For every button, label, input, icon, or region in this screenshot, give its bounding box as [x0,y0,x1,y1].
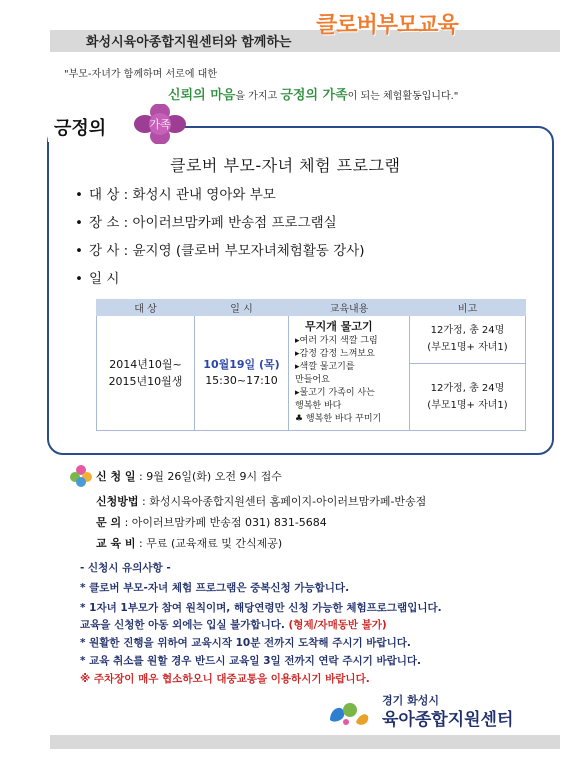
apply-label: 문 의 [96,516,122,529]
note-entry-text: 교육을 신청한 아동 외에는 입실 불가합니다. [80,619,289,631]
note-arrival: * 원활한 진행을 위하여 교육시작 10분 전까지 도착해 주시기 바랍니다. [80,637,411,649]
apply-value: : 9월 26일(화) 오전 9시 접수 [139,470,282,483]
note-parking: ※ 주차장이 매우 협소하오니 대중교통을 이용하시기 바랍니다. [80,673,370,685]
time-line: 15:30~17:10 [205,374,278,387]
edu-item: ▸여러 가지 색깔 그림 [295,336,378,346]
quote-mid: 을 가지고 [235,91,281,102]
quote-end: 이 되는 체험활동입니다." [347,91,459,102]
quote-line1: "부모-자녀가 함께하며 서로에 대한 [64,69,217,80]
table-row [97,316,526,364]
apply-label: 교 육 비 [96,537,136,550]
table-header-row [97,300,526,316]
target-cell [97,316,195,431]
logo-city: 경기 화성시 [382,694,439,707]
notes-heading: - 신청시 유의사항 - [80,562,171,574]
note-sibling-warning: (형제/자매동반 불가) [288,619,387,631]
info-text: 일 시 [89,271,120,287]
info-text: 강 사 : 윤지영 (클로버 부모자녀체험활동 강사) [89,243,365,259]
apply-row-fee [96,535,282,551]
note-duplicate: * 클로버 부모-자녀 체험 프로그램은 중복신청 가능합니다. [80,582,350,594]
brand-title: 클로버부모교육 [316,13,458,38]
header-subtitle: 화성시육아종합지원센터와 함께하는 [86,35,292,50]
info-text: 장 소 : 아이러브맘카페 반송점 프로그램실 [89,215,337,231]
logo-center-name: 육아종합지원센터 [382,710,514,730]
schedule-table [96,299,526,431]
edu-item: ▸감정 감정 느껴보요 [295,349,375,359]
apply-value: : 아이러브맘카페 반송점 031) 831-5684 [124,516,327,529]
info-text: 대 상 : 화성시 관내 영아와 부모 [89,187,276,203]
info-row-place [75,211,337,231]
target-line: 2014년10월~ [109,358,182,371]
info-row-datetime [75,267,119,287]
edu-item: ♣ 행복한 바다 꾸미기 [295,414,382,424]
edu-item: 행복한 바다 [295,401,342,411]
note-line: (부모1명+ 자녀1) [427,342,508,354]
date-cell [195,316,289,431]
center-logo-icon [326,698,372,728]
note-line: (부모1명+ 자녀1) [427,399,508,411]
column-header: 대 상 [97,300,195,316]
quote-line2 [168,84,458,103]
footer-band [50,735,560,749]
apply-value: : 무료 (교육재료 및 간식제공) [139,537,283,550]
note-cancel: * 교육 취소를 원할 경우 반드시 교육일 3일 전까지 연락 주시기 바랍니다. [80,655,421,667]
column-header: 일 시 [195,300,289,316]
info-row-instructor [75,239,365,259]
column-header: 교육내용 [289,300,410,316]
bullet-icon: • [75,187,83,203]
apply-row-date [96,468,282,484]
info-row-target [75,183,276,203]
edu-item: ▸색깔 물고기를 [295,362,355,372]
clover-flower-icon [70,465,92,487]
tab-title: 긍정의 [54,118,107,139]
bullet-icon: • [75,215,83,231]
note-line: 12가정, 총 24명 [430,382,505,394]
edu-title: 무지개 물고기 [305,320,373,333]
bullet-icon: • [75,243,83,259]
purple-flower-icon [130,104,190,144]
quote-highlight-trust: 신뢰의 마음 [168,88,236,103]
edu-item: ▸물고기 가족이 사는 [295,388,375,398]
edu-item: 만들어요 [295,375,330,385]
note-line: 12가정, 총 24명 [430,325,505,337]
date-line: 10월19일 (목) [203,358,280,371]
apply-label: 신청방법 [96,495,139,508]
apply-value: : 화성시육아종합지원센터 홈페이지-아이러브맘카페-반송점 [142,495,427,508]
bullet-icon: • [75,271,83,287]
education-content-cell [289,316,410,431]
program-title: 클로버 부모-자녀 체험 프로그램 [170,156,401,175]
note-cell [410,363,526,430]
note-one-child: * 1자녀 1부모가 참여 원칙이며, 해당연령만 신청 가능한 체험프로그램입니다. [80,602,442,614]
quote-highlight-family: 긍정의 가족 [280,88,348,103]
tab-badge: 가족 [149,118,171,131]
apply-label: 신 청 일 [96,470,136,483]
note-entry [80,617,387,632]
apply-row-method [96,493,426,509]
note-cell [410,316,526,364]
apply-row-inquiry [96,514,327,530]
column-header: 비고 [410,300,526,316]
target-line: 2015년10월생 [108,375,183,388]
